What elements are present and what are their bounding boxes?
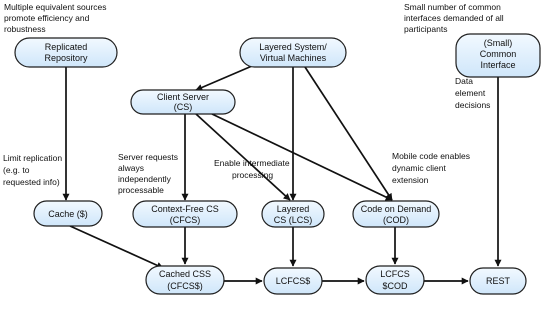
node-label-line: CS (LCS) bbox=[273, 215, 313, 225]
note-line: extension bbox=[392, 175, 429, 185]
node-cache bbox=[34, 201, 102, 226]
node-rest bbox=[470, 268, 526, 294]
node-label-line: LCFCS$ bbox=[275, 276, 311, 286]
node-label-line: Cached CSS bbox=[158, 269, 212, 279]
node-label-line: Common bbox=[479, 49, 517, 59]
node-cached-css bbox=[146, 266, 224, 294]
node-context-free-cs bbox=[133, 201, 237, 227]
note-enable-intermediate bbox=[214, 158, 290, 180]
node-label-line: REST bbox=[485, 276, 511, 286]
note-line: always bbox=[118, 163, 144, 173]
edge-cs-to-lcs bbox=[196, 114, 290, 200]
node-layered-system bbox=[240, 38, 346, 67]
node-lcfcs bbox=[264, 268, 322, 294]
node-label-line: (CFCS$) bbox=[167, 281, 203, 291]
note-line: participants bbox=[404, 24, 448, 34]
note-line: independently bbox=[118, 174, 171, 184]
note-line: Mobile code enables bbox=[392, 151, 470, 161]
node-layered-cs bbox=[262, 201, 324, 227]
note-line: element bbox=[455, 88, 486, 98]
node-label-line: (COD) bbox=[383, 215, 409, 225]
node-label-line: Code on Demand bbox=[360, 204, 432, 214]
node-label-line: Replicated bbox=[44, 42, 88, 52]
note-line: processable bbox=[118, 185, 164, 195]
node-label-line: Repository bbox=[44, 53, 88, 63]
note-line: robustness bbox=[4, 24, 46, 34]
note-line: Server requests bbox=[118, 152, 178, 162]
note-line: Limit replication bbox=[3, 153, 63, 163]
node-label-line: Layered bbox=[276, 204, 310, 214]
note-server-requests bbox=[118, 152, 178, 195]
note-limit-replication bbox=[3, 153, 62, 187]
node-label-line: Cache ($) bbox=[48, 209, 88, 219]
note-line: Small number of common bbox=[404, 2, 501, 12]
node-label-line: Layered System/ bbox=[259, 42, 327, 52]
node-label-line: Client Server bbox=[156, 92, 210, 102]
note-line: Data bbox=[455, 76, 473, 86]
node-label-line: Context-Free CS bbox=[151, 204, 219, 214]
note-line: processing bbox=[232, 170, 274, 180]
note-multiple-sources bbox=[4, 2, 107, 34]
node-replicated-repository bbox=[15, 38, 117, 67]
node-label-line: $COD bbox=[382, 281, 408, 291]
node-label-line: LCFCS bbox=[380, 269, 410, 279]
edge-cs-to-cod bbox=[212, 114, 392, 200]
note-line: interfaces demanded of all bbox=[404, 13, 504, 23]
node-label-line: (Small) bbox=[483, 38, 513, 48]
node-lcfcs-cod bbox=[366, 266, 424, 294]
node-label-line: (CS) bbox=[173, 102, 193, 112]
note-mobile-code bbox=[392, 151, 470, 185]
note-small-number-interfaces bbox=[404, 2, 504, 34]
note-line: decisions bbox=[455, 100, 491, 110]
note-line: (e.g. to bbox=[3, 165, 30, 175]
note-line: requested info) bbox=[3, 177, 60, 187]
node-label-line: (CFCS) bbox=[169, 215, 201, 225]
edge-cache-to-cfcss bbox=[70, 226, 163, 268]
node-small-common-interface bbox=[456, 34, 540, 77]
node-label-line: Interface bbox=[480, 60, 516, 70]
node-label-line: Virtual Machines bbox=[259, 53, 327, 63]
node-code-on-demand bbox=[353, 201, 439, 227]
note-data-element-decisions bbox=[455, 76, 490, 110]
note-line: Enable intermediate bbox=[214, 158, 290, 168]
note-line: Multiple equivalent sources bbox=[4, 2, 107, 12]
note-line: promote efficiency and bbox=[4, 13, 90, 23]
note-line: dynamic client bbox=[392, 163, 446, 173]
edge-layered-to-cs bbox=[196, 66, 252, 90]
node-client-server bbox=[131, 90, 235, 114]
